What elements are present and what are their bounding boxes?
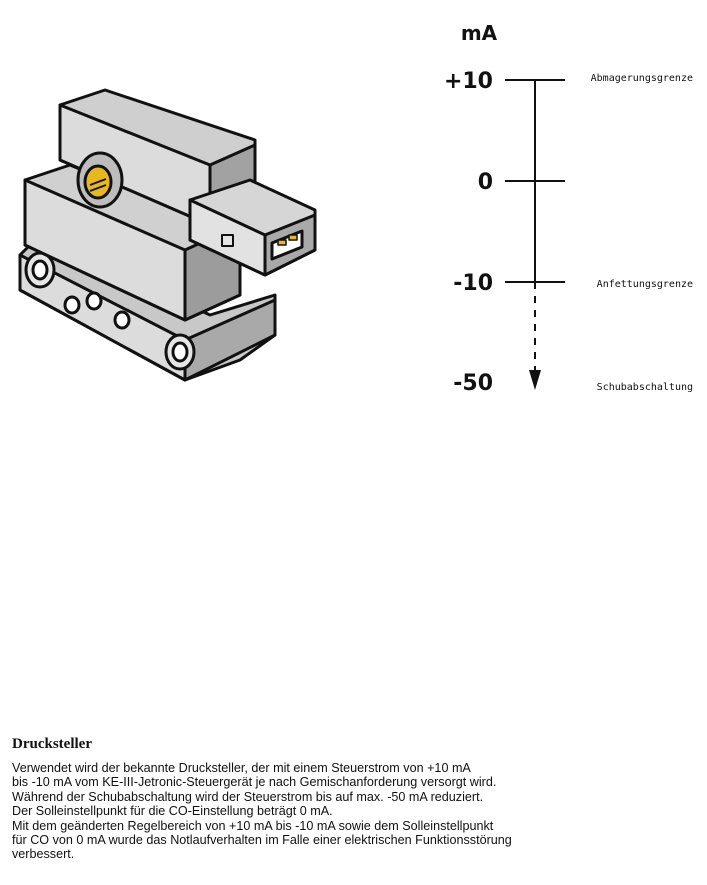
tick-value-plus10: +10 [443,69,493,94]
caption-line: Mit dem geänderten Regelbereich von +10 mA bis -10 mA sowie dem Solleinstellpunkt [12,818,494,833]
caption-line: Der Solleinstellpunkt für die CO-Einstellung beträgt 0 mA. [12,804,333,819]
label-rich-limit: Anfettungsgrenze [596,279,693,290]
tick-value-zero: 0 [477,170,493,195]
current-scale-diagram [0,0,707,410]
scale-arrow-down-icon [529,370,541,390]
label-lean-limit: Abmagerungsgrenze [590,73,693,84]
tick-value-minus50: -50 [453,371,493,396]
label-overrun-cutoff: Schubabschaltung [596,382,693,393]
tick-value-minus10: -10 [453,271,493,296]
caption-title: Drucksteller [12,736,92,752]
caption-line: für CO von 0 mA wurde das Notlaufverhalten im Falle einer elektrischen Funktionsstörung [12,833,512,848]
scale-unit-label: mA [460,21,498,45]
caption-block [12,736,702,862]
caption-line: Während der Schubabschaltung wird der Steuerstrom bis auf max. -50 mA reduziert. [12,789,484,804]
caption-line: verbessert. [12,847,75,862]
caption-line: bis -10 mA vom KE-III-Jetronic-Steuergerät je nach Gemischanforderung versorgt wird. [12,775,497,790]
caption-line: Verwendet wird der bekannte Drucksteller, der mit einem Steuerstrom von +10 mA [12,761,471,775]
